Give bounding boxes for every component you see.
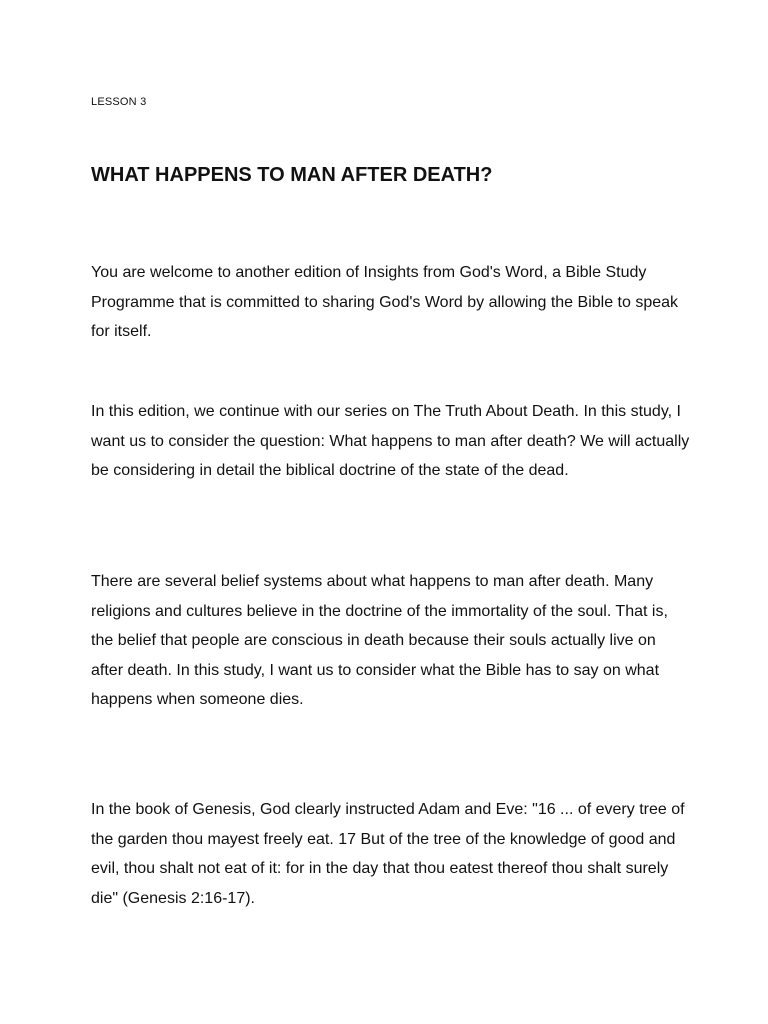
paragraph-intro: You are welcome to another edition of Insights from God's Word, a Bible Study Programme that is committed to sharing God's Word by allowing the Bible to speak for itself. [91,264,679,340]
paragraph-edition: In this edition, we continue with our series on The Truth About Death. In this study, I want us to consider the question: What happens to man after death? We will actually be considering in detail the biblical doctrine of the state of the dead. [91,403,690,479]
paragraph-belief-systems: There are several belief systems about what happens to man after death. Many religions and cultures believe in the doctrine of the immortality of the soul. That is, the belief that people are conscious in death because their souls actually live on after death. In this study, I want us to consider what the Bible has to say on what happens when someone dies. [91,573,668,708]
lesson-label: LESSON 3 [91,96,147,108]
page-title: WHAT HAPPENS TO MAN AFTER DEATH? [91,164,493,186]
paragraph-genesis: In the book of Genesis, God clearly instructed Adam and Eve: "16 ... of every tree of the garden thou mayest freely eat. 17 But of the tree of the knowledge of good and evil, thou shalt not eat of it: for in the day that thou eatest thereof thou shalt surely die" (Genesis 2:16-17). [91,801,685,907]
